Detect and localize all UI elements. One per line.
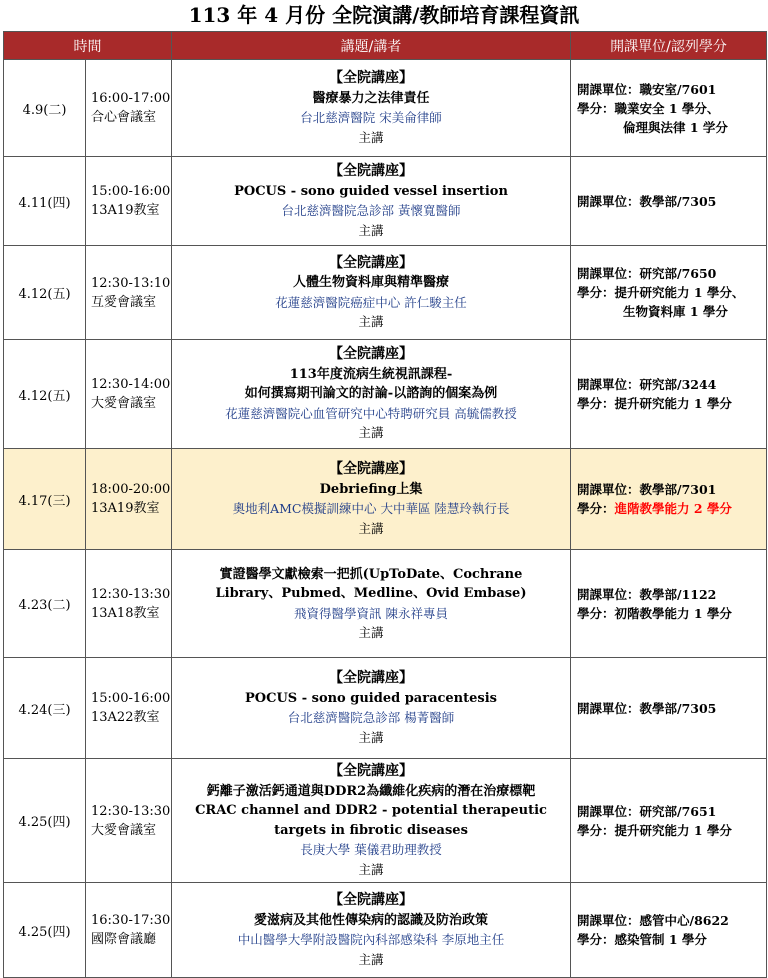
table-row [4, 759, 767, 883]
time-cell [86, 340, 172, 449]
date-cell: 4.12(五) [4, 246, 86, 340]
speaker: 花蓮慈濟醫院心血管研究中心特聘研究員 高毓儒教授 [225, 405, 517, 421]
venue: 13A19教室 [91, 203, 160, 218]
unit-cell [571, 449, 767, 550]
credit: 學分：提升研究能力 1 學分 [577, 396, 732, 411]
time-cell [86, 550, 172, 658]
course-unit: 開課單位：感管中心/8622 [577, 913, 729, 928]
table-header [4, 32, 767, 60]
header-topic: 講題/講者 [172, 32, 571, 60]
speaker: 奧地利AMC模擬訓練中心 大中華區 陸慧玲執行長 [232, 501, 510, 516]
time-range: 12:30-13:10 [91, 275, 171, 291]
table-row [4, 449, 767, 550]
lecture-title: 人體生物資料庫與精準醫療 [292, 275, 449, 290]
time-cell [86, 658, 172, 759]
host-label: 主講 [358, 129, 384, 145]
credit: 學分：提升研究能力 1 學分 [577, 822, 732, 838]
table-row [4, 60, 767, 157]
unit-cell [571, 550, 767, 658]
date-cell: 4.17(三) [4, 449, 86, 550]
credit-continued: 生物資料庫 1 學分 [623, 304, 728, 319]
venue: 互愛會議室 [91, 294, 157, 310]
credit: 學分：提升研究能力 1 學分、 [577, 285, 745, 300]
topic-cell [172, 883, 571, 978]
unit-cell [571, 340, 767, 449]
lecture-tag: 【全院講座】 [329, 461, 413, 477]
date-cell: 4.11(四) [4, 157, 86, 246]
table-row [4, 246, 767, 340]
venue: 大愛會議室 [91, 396, 157, 411]
venue: 合心會議室 [91, 110, 157, 125]
venue: 13A18教室 [91, 605, 160, 621]
lecture-tag: 【全院講座】 [329, 763, 413, 779]
host-label: 主講 [358, 625, 384, 640]
time-cell [86, 759, 172, 883]
credit-highlight: 進階教學能力 2 學分 [614, 501, 732, 516]
credit: 學分：職業安全 1 學分、 [577, 100, 720, 116]
venue: 大愛會議室 [91, 822, 157, 838]
lecture-tag: 【全院講座】 [329, 163, 413, 179]
lecture-tag: 【全院講座】 [329, 892, 413, 908]
lecture-title: Library、Pubmed、Medline、Ovid Embase) [215, 586, 527, 601]
time-cell [86, 449, 172, 550]
topic-cell [172, 157, 571, 246]
host-label: 主講 [358, 520, 384, 536]
speaker: 長庚大學 葉儀君助理教授 [300, 842, 442, 857]
course-table [3, 31, 767, 978]
speaker: 中山醫學大學附設醫院內科部感染科 李原地主任 [237, 932, 505, 947]
time-range: 15:00-16:00 [91, 184, 171, 199]
topic-cell [172, 340, 571, 449]
lecture-tag: 【全院講座】 [329, 70, 413, 86]
time-range: 15:00-16:00 [91, 691, 171, 706]
time-range: 16:30-17:30 [91, 913, 171, 928]
credit [577, 499, 766, 518]
credit-prefix: 學分： [577, 501, 615, 516]
topic-cell [172, 759, 571, 883]
lecture-title: 鈣離子激活鈣通道與DDR2為纖維化疾病的潛在治療標靶 [206, 783, 536, 799]
header-time: 時間 [4, 32, 172, 60]
topic-cell [172, 550, 571, 658]
speaker: 台北慈濟醫院 宋美侖律師 [300, 110, 442, 125]
venue: 13A19教室 [91, 501, 160, 516]
topic-cell [172, 60, 571, 157]
time-cell [86, 157, 172, 246]
venue: 13A22教室 [91, 710, 160, 725]
lecture-title: POCUS - sono guided paracentesis [245, 690, 497, 706]
lecture-tag: 【全院講座】 [329, 346, 413, 363]
unit-cell [571, 60, 767, 157]
course-unit: 開課單位：職安室/7601 [577, 81, 717, 97]
credit-continued: 倫理與法律 1 学分 [623, 119, 728, 135]
time-cell [86, 60, 172, 157]
time-range: 12:30-13:30 [91, 586, 171, 602]
date-cell: 4.25(四) [4, 759, 86, 883]
page-title: 113 年 4 月份 全院演講/教師培育課程資訊 [188, 3, 580, 27]
host-label: 主講 [358, 425, 384, 441]
time-range: 16:00-17:00 [91, 91, 171, 106]
topic-cell [172, 449, 571, 550]
time-range: 12:30-14:00 [91, 377, 171, 392]
unit-cell [571, 246, 767, 340]
date-cell: 4.12(五) [4, 340, 86, 449]
date-cell: 4.25(四) [4, 883, 86, 978]
lecture-title: CRAC channel and DDR2 - potential therapeutic [195, 803, 547, 818]
lecture-title: 113年度流病生統視訊課程- [289, 366, 453, 382]
course-unit: 開課單位：研究部/3244 [577, 377, 717, 392]
table-row [4, 157, 767, 246]
course-unit: 開課單位：研究部/7650 [577, 266, 717, 281]
lecture-tag: 【全院講座】 [329, 670, 413, 686]
unit-cell [571, 759, 767, 883]
topic-cell [172, 246, 571, 340]
speaker: 飛資得醫學資訊 陳永祥專員 [294, 605, 448, 621]
unit-cell [571, 883, 767, 978]
lecture-title: Debriefing上集 [319, 481, 423, 497]
table-row [4, 883, 767, 978]
table-row [4, 658, 767, 759]
speaker: 台北慈濟醫院急診部 楊菁醫師 [287, 710, 455, 725]
lecture-title: 實證醫學文獻檢索一把抓(UpToDate、Cochrane [219, 566, 523, 582]
unit-cell [571, 157, 767, 246]
lecture-title: 愛滋病及其他性傳染病的認識及防治政策 [253, 912, 488, 928]
time-range: 18:00-20:00 [91, 482, 171, 497]
host-label: 主講 [358, 222, 384, 238]
date-cell: 4.24(三) [4, 658, 86, 759]
header-unit: 開課單位/認列學分 [571, 32, 767, 60]
date-cell: 4.9(二) [4, 60, 86, 157]
table-row [4, 340, 767, 449]
host-label: 主講 [358, 729, 384, 745]
course-unit: 開課單位：教學部/7305 [577, 700, 717, 716]
lecture-title: 醫療暴力之法律責任 [312, 90, 430, 106]
unit-cell [571, 658, 767, 759]
time-cell [86, 246, 172, 340]
host-label: 主講 [358, 314, 384, 329]
date-cell: 4.23(二) [4, 550, 86, 658]
table-row [4, 550, 767, 658]
speaker: 花蓮慈濟醫院癌症中心 許仁駿主任 [275, 294, 467, 310]
course-unit: 開課單位：教學部/1122 [577, 586, 717, 602]
host-label: 主講 [358, 861, 384, 877]
topic-cell [172, 658, 571, 759]
credit: 學分：感染管制 1 學分 [577, 932, 707, 947]
venue: 國際會議廳 [91, 932, 157, 947]
time-range: 12:30-13:30 [91, 803, 171, 819]
course-unit: 開課單位：研究部/7651 [577, 803, 717, 819]
lecture-title: POCUS - sono guided vessel insertion [234, 183, 508, 199]
lecture-title: 如何撰寫期刊論文的討論-以諮詢的個案為例 [244, 386, 498, 402]
host-label: 主講 [358, 951, 384, 967]
course-unit: 開課單位：教學部/7301 [577, 482, 717, 497]
lecture-title: targets in fibrotic diseases [274, 822, 468, 838]
credit: 學分：初階教學能力 1 學分 [577, 605, 732, 621]
speaker: 台北慈濟醫院急診部 黃懷寬醫師 [281, 203, 461, 218]
course-unit: 開課單位：教學部/7305 [577, 193, 717, 209]
lecture-tag: 【全院講座】 [329, 254, 413, 271]
time-cell [86, 883, 172, 978]
